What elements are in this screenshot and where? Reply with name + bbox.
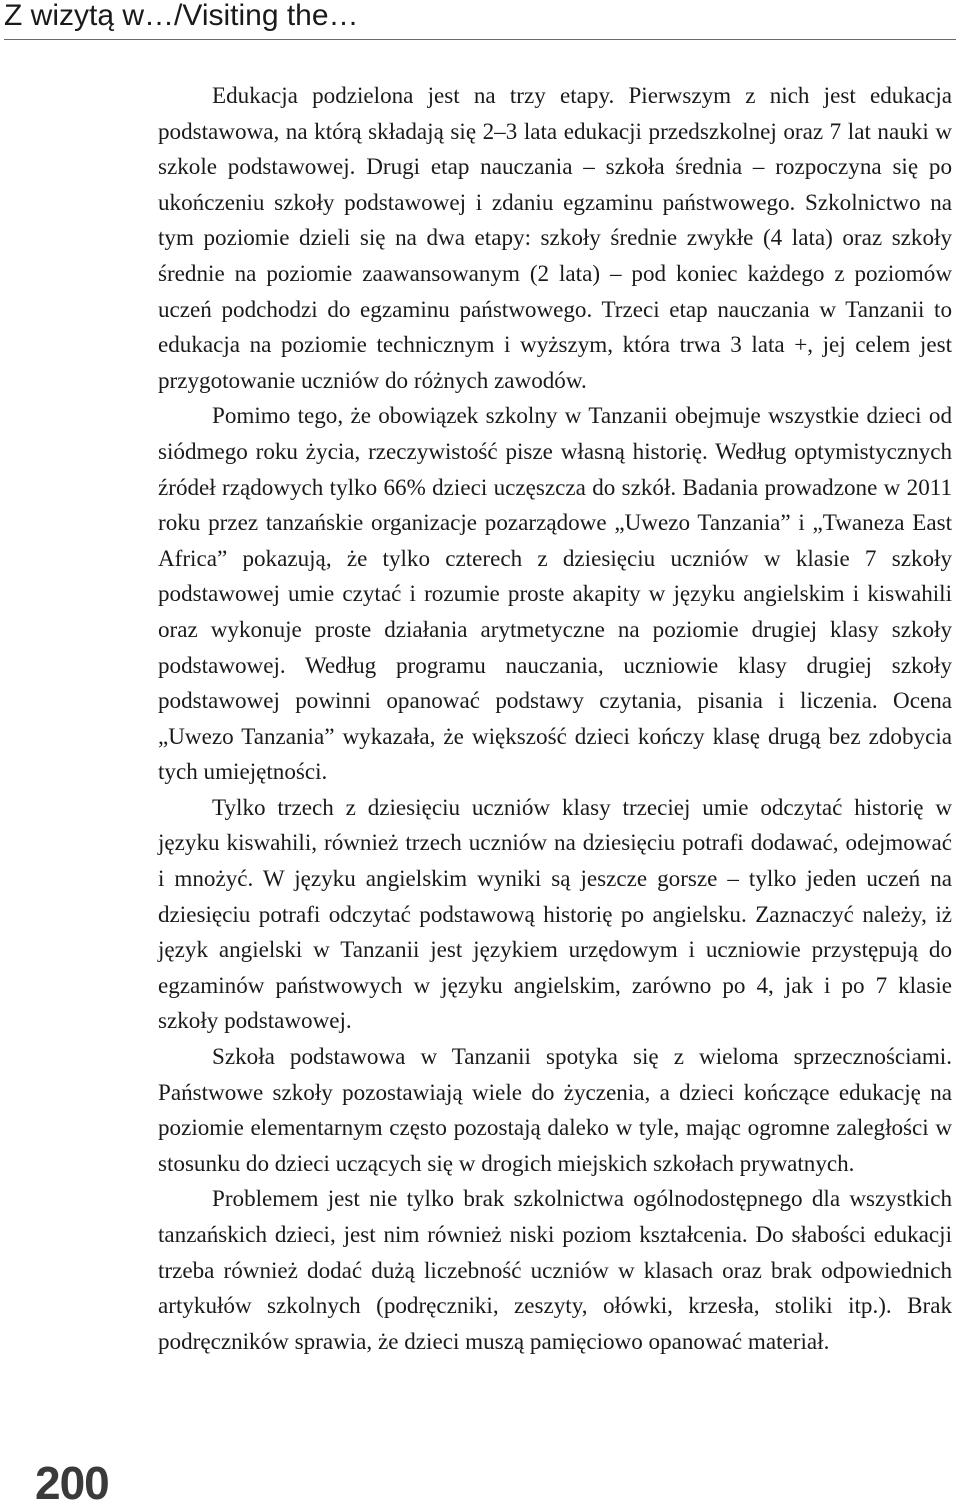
paragraph: Pomimo tego, że obowiązek szkolny w Tanzanii obejmuje wszystkie dzieci od siódmego roku życia, rzeczywistość pisze własną historię. Według optymistycznych źródeł rządowych tylko 66% dzieci uczęszcza do szkół. Badania prowadzone w 2011 roku przez tanzańskie organizacje pozarządowe „Uwezo Tanzania” i „Twaneza East Africa” pokazują, że tylko czterech z dziesięciu uczniów w klasie 7 szkoły podstawowej umie czytać i rozumie proste akapity w języku angielskim i kiswahili oraz wykonuje proste działania arytmetyczne na poziomie drugiej klasy szkoły podstawowej. Według programu nauczania, uczniowie klasy drugiej szkoły podstawowej powinni opanować podstawy czytania, pisania i liczenia. Ocena „Uwezo Tanzania” wykazała, że większość dzieci kończy klasę drugą bez zdobycia tych umiejętności.: [158, 402, 952, 785]
running-title: Z wizytą w…/Visiting the…: [4, 0, 359, 32]
body-text: [158, 78, 952, 1359]
paragraph: Edukacja podzielona jest na trzy etapy. Pierwszym z nich jest edukacja podstawowa, na którą składają się 2–3 lata edukacji przedszkolnej oraz 7 lat nauki w szkole podstawowej. Drugi etap nauczania – szkoła średnia – rozpoczyna się po ukończeniu szkoły podstawowej i zdaniu egzaminu państwowego. Szkolnictwo na tym poziomie dzieli się na dwa etapy: szkoły średnie zwykłe (4 lata) oraz szkoły średnie na poziomie zaawansowanym (2 lata) – pod koniec każdego z poziomów uczeń podchodzi do egzaminu państwowego. Trzeci etap nauczania w Tanzanii to edukacja na poziomie technicznym i wyższym, która trwa 3 lata +, jej celem jest przygotowanie uczniów do różnych zawodów.: [158, 82, 952, 393]
paragraph: Szkoła podstawowa w Tanzanii spotyka się z wieloma sprzecznościami. Państwowe szkoły pozostawiają wiele do życzenia, a dzieci kończące edukację na poziomie elementarnym często pozostają daleko w tyle, mając ogromne zaległości w stosunku do dzieci uczących się w drogich miejskich szkołach prywatnych.: [158, 1043, 952, 1176]
page-number: 200: [35, 1457, 109, 1509]
running-header: [0, 0, 960, 40]
paragraph: Tylko trzech z dziesięciu uczniów klasy trzeciej umie odczytać historię w języku kiswahili, również trzech uczniów na dziesięciu potrafi dodawać, odejmować i mnożyć. W języku angielskim wyniki są jeszcze gorsze – tylko jeden uczeń na dziesięciu potrafi odczytać podstawową historię po angielsku. Zaznaczyć należy, iż język angielski w Tanzanii jest językiem urzędowym i uczniowie przystępują do egzaminów państwowych w języku angielskim, zarówno po 4, jak i po 7 klasie szkoły podstawowej.: [158, 793, 952, 1034]
paragraph: Problemem jest nie tylko brak szkolnictwa ogólnodostępnego dla wszystkich tanzańskich dzieci, jest nim również niski poziom kształcenia. Do słabości edukacji trzeba również dodać dużą liczebność uczniów w klasach oraz brak odpowiednich artykułów szkolnych (podręczniki, zeszyty, ołówki, krzesła, stoliki itp.). Brak podręczników sprawia, że dzieci muszą pamięciowo opanować materiał.: [158, 1185, 952, 1354]
header-rule: [4, 39, 956, 40]
